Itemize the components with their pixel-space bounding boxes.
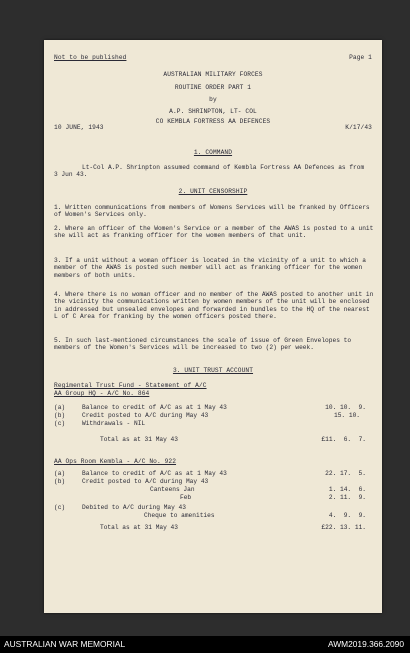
ledger-total-row bbox=[44, 524, 382, 532]
archive-footer-bar bbox=[0, 636, 410, 653]
trust-fund-heading: Regimental Trust Fund - Statement of A/C bbox=[54, 382, 207, 389]
row-amount: 15. 10. bbox=[334, 412, 360, 419]
row-letter: (c) bbox=[54, 504, 66, 511]
total-amount: £22. 13. 11. bbox=[321, 524, 366, 531]
row-description: Cheque to amenities bbox=[144, 512, 215, 519]
row-description: Credit posted to A/C during May 43 bbox=[82, 478, 209, 485]
ops-room-heading: AA Ops Room Kembla - A/C No. 922 bbox=[54, 458, 177, 465]
row-letter: (a) bbox=[54, 470, 66, 477]
row-description: Credit posted to A/C during May 43 bbox=[82, 412, 209, 419]
order-reference: K/17/43 bbox=[345, 124, 372, 131]
archive-name: AUSTRALIAN WAR MEMORIAL bbox=[4, 639, 126, 649]
total-label: Total as at 31 May 43 bbox=[100, 524, 178, 531]
order-title: ROUTINE ORDER PART 1 bbox=[174, 84, 252, 91]
row-description: Balance to credit of A/C as at 1 May 43 bbox=[82, 470, 227, 477]
row-amount: 2. 11. 9. bbox=[328, 494, 366, 501]
row-letter: (a) bbox=[54, 404, 66, 411]
section-command-text: Lt-Col A.P. Shrinpton assumed command of Kembla Fortress AA Defences as from 3 Jun 43. bbox=[54, 164, 365, 179]
by-line: by bbox=[209, 96, 217, 103]
ledger-row bbox=[44, 478, 382, 486]
censorship-para-2: 2. Where an officer of the Women's Service or a member of the AWAS is posted to a unit she will act as franking officer for the women members of that unit. bbox=[54, 225, 374, 240]
not-published-notice: Not to be published bbox=[54, 54, 127, 61]
section-command-title: 1. COMMAND bbox=[193, 149, 233, 156]
row-letter: (b) bbox=[54, 478, 66, 485]
censorship-para-4: 4. Where there is no woman officer and no member of the AWAS posted to another unit in the vicinity the communications written by women members of the unit will be enclosed in addressed but unsealed envelopes and forwarded in bundles to the HQ of the nearest L of C Area for franking by the women officers posted there. bbox=[54, 291, 374, 321]
ledger-row bbox=[44, 470, 382, 478]
ledger-row bbox=[44, 512, 382, 520]
row-description: Withdrawals - NIL bbox=[82, 420, 146, 427]
ledger-row bbox=[44, 504, 382, 512]
section-censorship-title: 2. UNIT CENSORSHIP bbox=[178, 188, 248, 195]
ledger-row bbox=[44, 494, 382, 502]
archive-accession-number: AWM2019.366.2090 bbox=[327, 639, 404, 649]
row-description: Canteens Jan bbox=[150, 486, 195, 493]
ledger-total-row bbox=[44, 436, 382, 444]
total-label: Total as at 31 May 43 bbox=[100, 436, 178, 443]
censorship-para-5: 5. In such last-mentioned circumstances the scale of issue of Green Envelopes to members of the Women's Services will be increased to two (2) per week. bbox=[54, 337, 352, 352]
page-number: Page 1 bbox=[349, 54, 372, 61]
org-name: AUSTRALIAN MILITARY FORCES bbox=[163, 71, 263, 78]
total-amount: £11. 6. 7. bbox=[321, 436, 366, 443]
ledger-row bbox=[44, 404, 382, 412]
ledger-row bbox=[44, 420, 382, 428]
officer-name: A.P. SHRINPTON, LT- COL bbox=[169, 108, 257, 115]
trust-fund-subheading: AA Group HQ - A/C No. 864 bbox=[54, 390, 150, 397]
row-amount: 10. 10. 9. bbox=[325, 404, 366, 411]
row-letter: (c) bbox=[54, 420, 66, 427]
ledger-row bbox=[44, 486, 382, 494]
row-description: Feb bbox=[180, 494, 192, 501]
ledger-row bbox=[44, 412, 382, 420]
row-description: Balance to credit of A/C as at 1 May 43 bbox=[82, 404, 227, 411]
row-amount: 22. 17. 5. bbox=[325, 470, 366, 477]
censorship-para-3: 3. If a unit without a woman officer is located in the vicinity of a unit to which a member of the AWAS is posted such member will act as franking officer for the women members of both units. bbox=[54, 257, 366, 279]
document-page bbox=[44, 40, 382, 613]
row-description: Debited to A/C during May 43 bbox=[82, 504, 186, 511]
row-letter: (b) bbox=[54, 412, 66, 419]
censorship-para-1: 1. Written communications from members of Womens Services will be franked by Officers of Women's Services only. bbox=[54, 204, 370, 219]
section-trust-title: 3. UNIT TRUST ACCOUNT bbox=[172, 367, 254, 374]
row-amount: 1. 14. 6. bbox=[328, 486, 366, 493]
order-date: 10 JUNE, 1943 bbox=[54, 124, 104, 131]
row-amount: 4. 9. 9. bbox=[328, 512, 366, 519]
command-name: CO KEMBLA FORTRESS AA DEFENCES bbox=[155, 118, 271, 125]
